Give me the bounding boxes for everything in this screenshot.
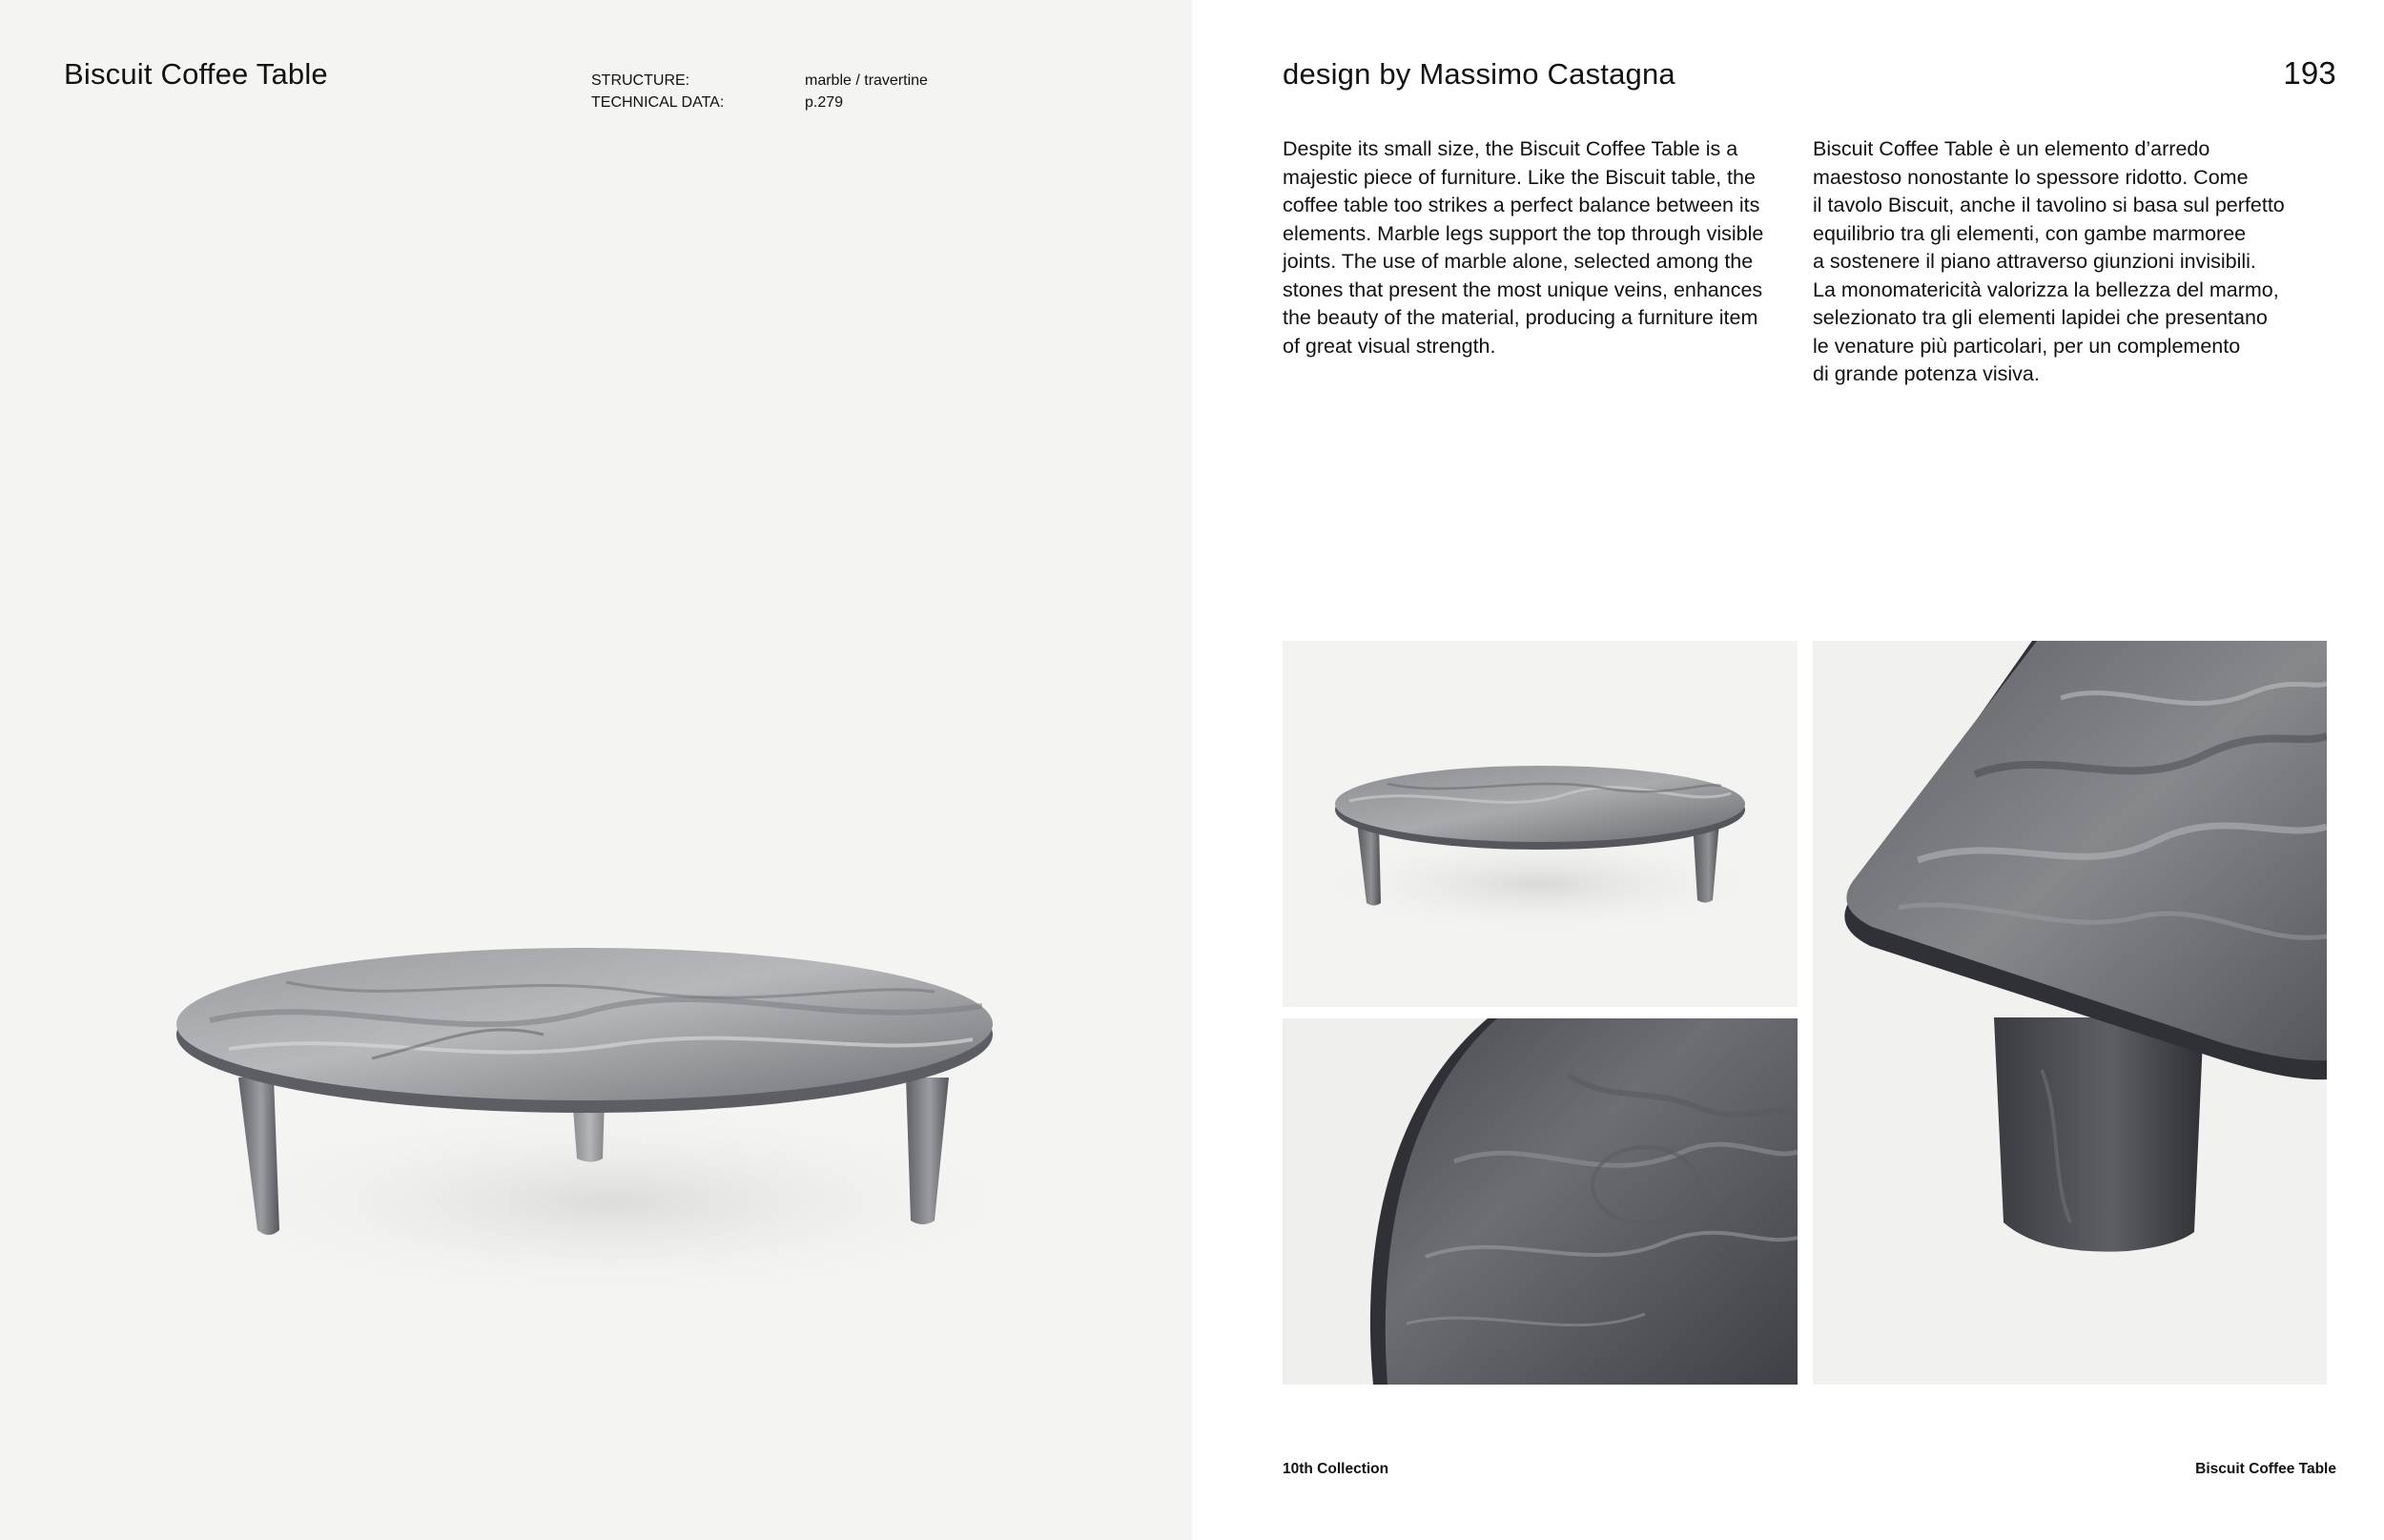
footer-collection: 10th Collection xyxy=(1283,1461,1389,1477)
description-english: Despite its small size, the Biscuit Coffee Table is a majestic piece of furniture. Like the Biscuit table, the coffee table too strikes a perfect balance between its elements. Marble legs support the top through visible joints. The use of marble alone, selected among the stones that present the most unique veins, enhances the beauty of the material, producing a furniture item of great visual strength. xyxy=(1283,137,1764,358)
designer-credit: design by Massimo Castagna xyxy=(1283,57,1675,91)
spec-technical-value: p.279 xyxy=(805,94,844,111)
marble-edge-closeup-photo xyxy=(1283,1018,1798,1385)
footer-product-name: Biscuit Coffee Table xyxy=(2195,1461,2336,1477)
table-overview-photo xyxy=(1283,641,1798,1007)
leg-detail-photo xyxy=(1813,641,2327,1385)
spec-structure-label: STRUCTURE: xyxy=(591,72,690,89)
description-italian: Biscuit Coffee Table è un elemento d’arredo maestoso nonostante lo spessore ridotto. Come il tavolo Biscuit, anche il tavolino si basa sul perfetto equilibrio tra gli elementi, con gambe marmoree a sostenere il piano attraverso giunzioni invisibili. La monomatericità valorizza la bellezza del marmo, selezionato tra gli elementi lapidei che presentano le venature più particolari, per un complemento di grande potenza visiva. xyxy=(1813,137,2285,385)
hero-product-photo xyxy=(143,915,1078,1335)
right-page xyxy=(1192,0,2384,1540)
spec-structure-value: marble / travertine xyxy=(805,72,928,89)
spec-technical-label: TECHNICAL DATA: xyxy=(591,94,725,111)
page-number: 193 xyxy=(2283,55,2336,91)
product-title: Biscuit Coffee Table xyxy=(64,57,328,91)
